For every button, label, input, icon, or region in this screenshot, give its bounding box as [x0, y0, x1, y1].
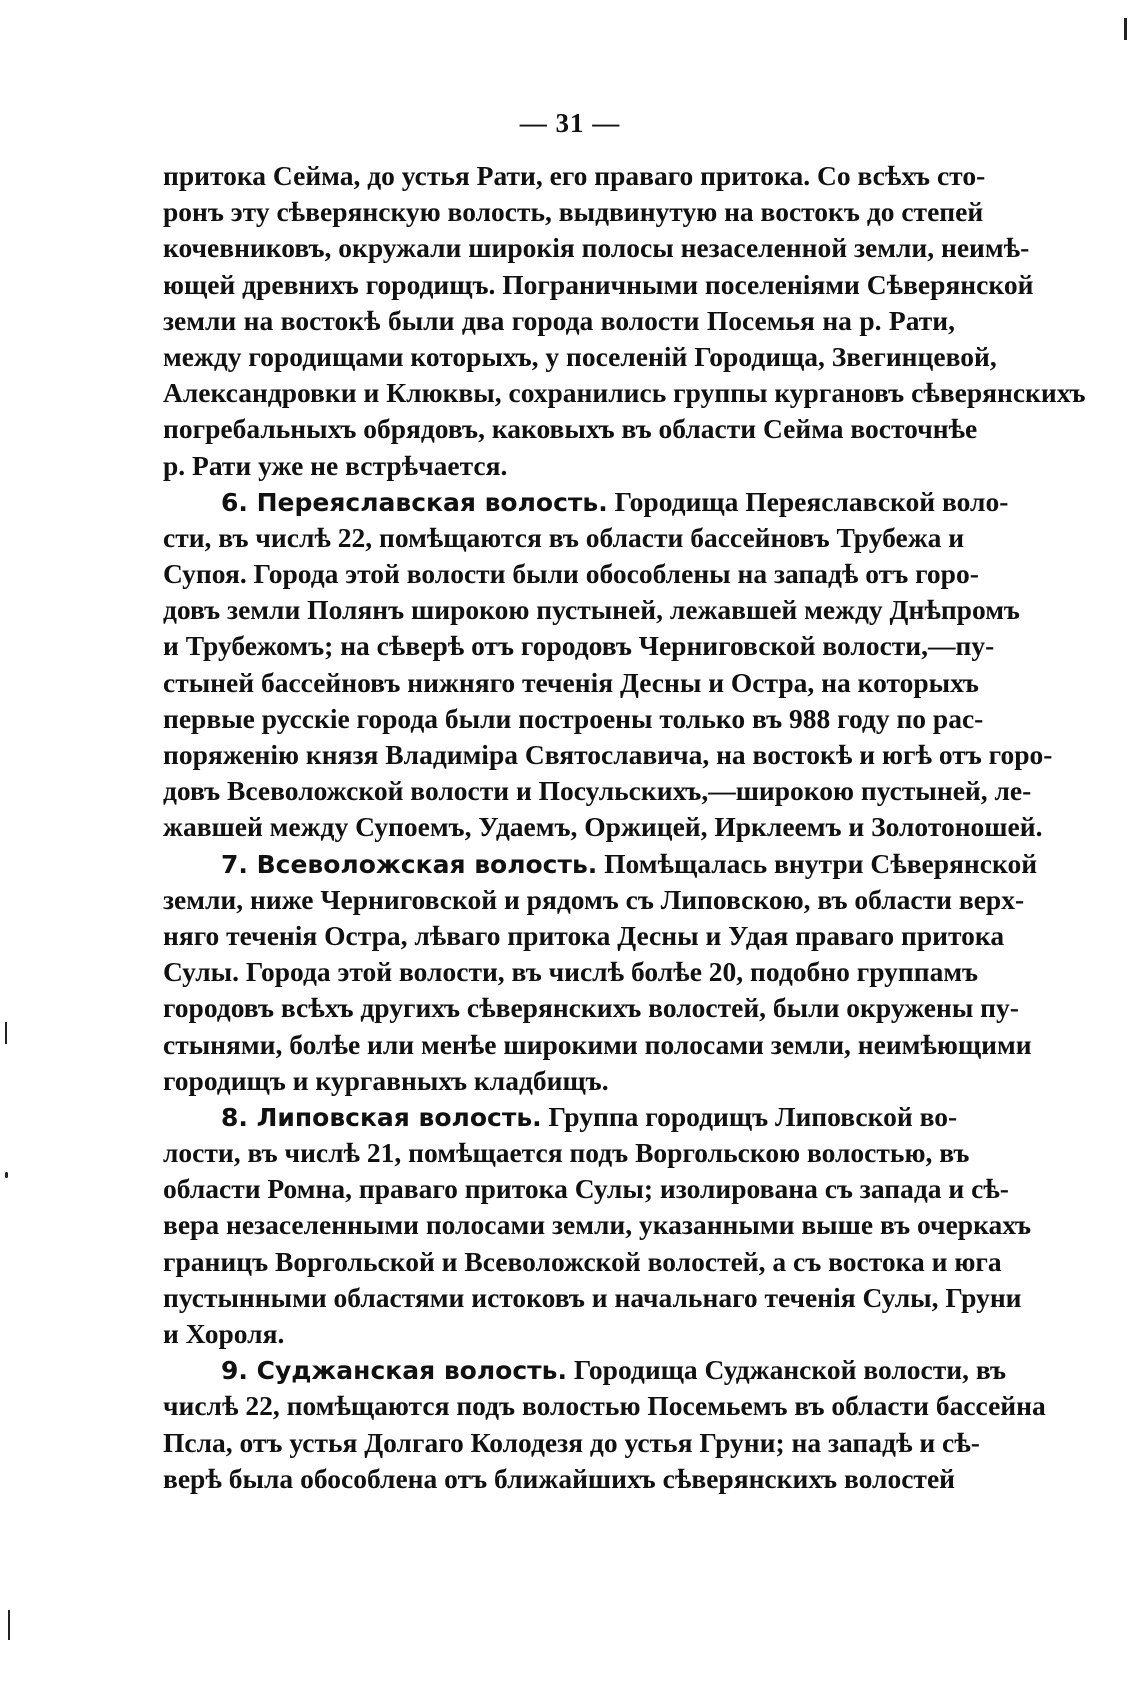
- margin-mark: [5, 1022, 7, 1044]
- line-text: Супоя. Города этой волости были обособлены на западѣ отъ горо-: [163, 558, 979, 590]
- text-line: [163, 773, 1032, 809]
- text-line: [163, 194, 984, 230]
- text-line: [163, 230, 1030, 266]
- section-heading: 7. Всеволожская волость.: [221, 849, 598, 879]
- text-line: [163, 628, 995, 664]
- text-line: [163, 1316, 955, 1352]
- text-line: [163, 556, 979, 592]
- line-text: земли на востокѣ были два города волости Посемья на р. Рати,: [163, 304, 955, 336]
- line-text: области Ромна, праваго притока Сулы; изолирована съ запада и сѣ-: [163, 1173, 1009, 1205]
- margin-mark: [5, 1172, 8, 1178]
- line-text: кочевниковъ, окружали широкія полосы незаселенной земли, неимѣ-: [163, 232, 1030, 264]
- section-heading: 9. Суджанская волость.: [221, 1356, 567, 1386]
- page-number: — 31 —: [519, 108, 621, 138]
- line-text: Городища Переяславской воло-: [607, 485, 1009, 517]
- text-line: [163, 1461, 955, 1497]
- text-line: [163, 1027, 1032, 1063]
- line-text: границъ Воргольской и Всеволожской волостей, а съ востока и юга: [163, 1245, 1002, 1277]
- line-text: довъ Всеволожской волости и Посульскихъ,—широкою пустыней, ле-: [163, 775, 1032, 807]
- line-text: довъ земли Полянъ широкою пустыней, лежавшей между Днѣпромъ: [163, 594, 1020, 626]
- text-line: [163, 484, 1009, 520]
- line-text: ющей древнихъ городищъ. Пограничными поселеніями Сѣверянской: [163, 268, 1034, 300]
- line-text: Псла, отъ устья Долгаго Колодезя до устья Груни; на западѣ и сѣ-: [163, 1426, 980, 1458]
- text-line: [163, 158, 986, 194]
- text-line: [163, 448, 955, 484]
- text-line: [163, 918, 1005, 954]
- text-line: [163, 375, 1086, 411]
- text-line: [163, 701, 984, 737]
- text-line: [163, 411, 978, 447]
- line-text: между городищами которыхъ, у поселеній Городища, Звегинцевой,: [163, 340, 997, 372]
- text-line: [163, 1388, 1046, 1424]
- line-text: стынями, болѣе или менѣе широкими полосами земли, неимѣющими: [163, 1028, 1032, 1060]
- text-line: [163, 1063, 955, 1099]
- line-text: жавшей между Супоемъ, Удаемъ, Оржицей, Ирклеемъ и Золотоношей.: [163, 811, 1043, 843]
- text-line: [163, 990, 1019, 1026]
- line-text: городовъ всѣхъ другихъ сѣверянскихъ волостей, были окружены пу-: [163, 992, 1019, 1024]
- text-line: [163, 1207, 1031, 1243]
- page-body-text: [163, 158, 1086, 1497]
- text-line: [163, 1244, 1002, 1280]
- text-line: [163, 737, 1053, 773]
- line-text: земли, ниже Черниговской и рядомъ съ Липовскою, въ области верх-: [163, 883, 1025, 915]
- text-line: [163, 665, 979, 701]
- text-line: [163, 1280, 1022, 1316]
- line-text: Александровки и Клюквы, сохранились группы кургановъ сѣверянскихъ: [163, 377, 1086, 409]
- line-text: городищъ и кургавныхъ кладбищъ.: [163, 1064, 609, 1096]
- line-text: верѣ была обособлена отъ ближайшихъ сѣверянскихъ волостей: [163, 1462, 955, 1494]
- line-text: поряженію князя Владиміра Святославича, на востокѣ и югѣ отъ горо-: [163, 739, 1053, 770]
- line-text: вера незаселенными полосами земли, указанными выше въ очеркахъ: [163, 1209, 1031, 1241]
- text-line: [163, 809, 1043, 845]
- line-text: сти, въ числѣ 22, помѣщаются въ области бассейновъ Трубежа и: [163, 521, 965, 553]
- line-text: Помѣщалась внутри Сѣверянской: [597, 847, 1038, 879]
- line-text: стыней бассейновъ нижняго теченія Десны и Остра, на которыхъ: [163, 666, 979, 698]
- text-line: [163, 846, 1038, 882]
- line-text: няго теченія Остра, лѣваго притока Десны и Удая праваго притока: [163, 919, 1005, 951]
- line-text: погребальныхъ обрядовъ, каковыхъ въ области Сейма восточнѣе: [163, 413, 978, 445]
- section-heading: 8. Липовская волость.: [221, 1102, 542, 1132]
- text-line: [163, 1135, 970, 1171]
- line-text: притока Сейма, до устья Рати, его праваго притока. Со всѣхъ сто-: [163, 160, 986, 191]
- line-text: пустынными областями истоковъ и начальнаго теченія Сулы, Груни: [163, 1281, 1022, 1313]
- text-line: [163, 1352, 1007, 1388]
- line-text: Городища Суджанской волости, въ: [566, 1354, 1007, 1386]
- section-heading: 6. Переяславская волость.: [221, 487, 608, 517]
- line-text: Группа городищъ Липовской во-: [541, 1100, 958, 1132]
- line-text: первые русскіе города были построены только въ 988 году по рас-: [163, 702, 984, 734]
- margin-mark: [1124, 18, 1127, 40]
- line-text: и Трубежомъ; на сѣверѣ отъ городовъ Черниговской волости,—пу-: [163, 630, 995, 662]
- line-text: р. Рати уже не встрѣчается.: [163, 449, 508, 481]
- text-line: [163, 303, 955, 339]
- text-line: [163, 1099, 958, 1135]
- text-line: [163, 339, 997, 375]
- text-line: [163, 1425, 980, 1461]
- text-line: [163, 520, 965, 556]
- line-text: Сулы. Города этой волости, въ числѣ болѣе 20, подобно группамъ: [163, 956, 979, 988]
- line-text: лости, въ числѣ 21, помѣщается подъ Воргольскою волостью, въ: [163, 1137, 970, 1169]
- text-line: [163, 267, 1034, 303]
- text-line: [163, 592, 1020, 628]
- text-line: [163, 954, 979, 990]
- line-text: и Хороля.: [163, 1318, 285, 1349]
- text-line: [163, 1171, 1009, 1207]
- line-text: ронъ эту сѣверянскую волость, выдвинутую на востокъ до степей: [163, 196, 984, 228]
- line-text: числѣ 22, помѣщаются подъ волостью Посемьемъ въ области бассейна: [163, 1390, 1046, 1422]
- text-line: [163, 882, 1025, 918]
- margin-mark: [8, 1610, 10, 1640]
